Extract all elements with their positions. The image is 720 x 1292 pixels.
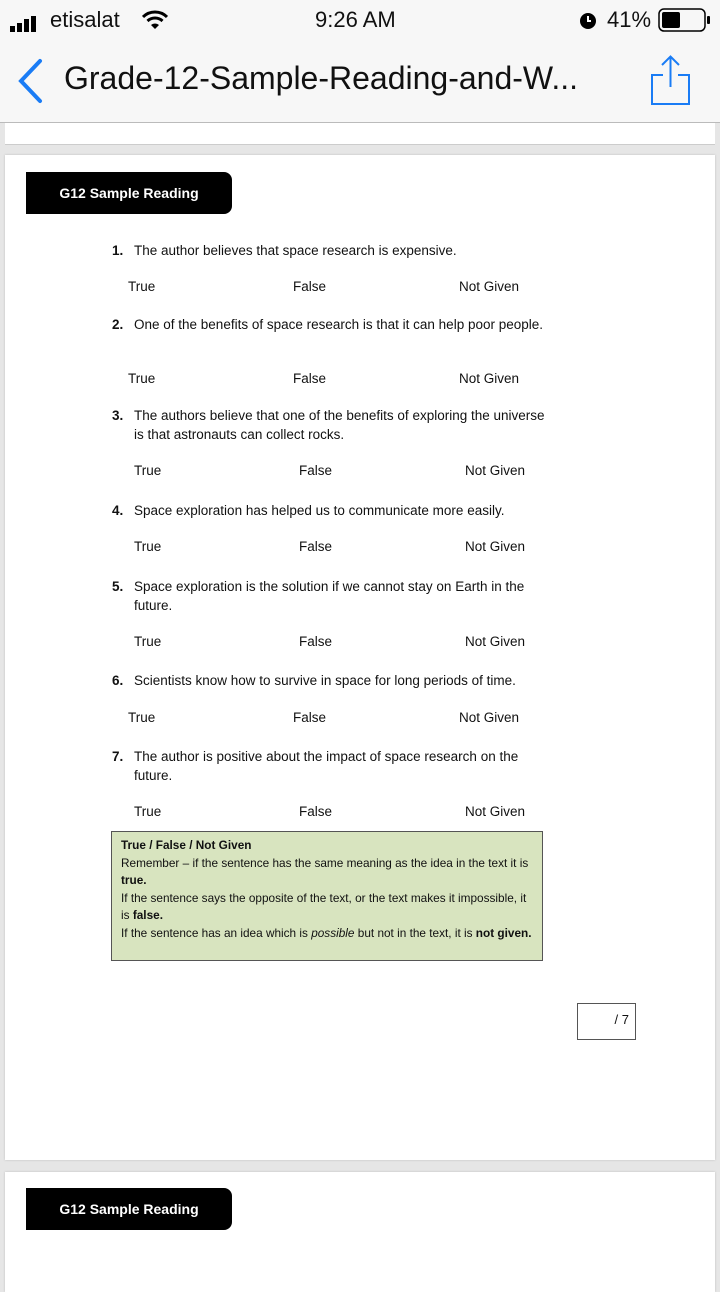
question-text: Space exploration is the solution if we cannot stay on Earth in the future. xyxy=(134,579,525,613)
question-item xyxy=(112,747,552,785)
back-chevron-icon[interactable] xyxy=(16,58,44,109)
status-bar xyxy=(0,0,720,40)
clock: 9:26 AM xyxy=(315,7,396,32)
tip-text: but not in the text, it is xyxy=(354,925,476,940)
option-not-given[interactable]: Not Given xyxy=(465,463,526,478)
question-number: 1. xyxy=(112,243,124,258)
share-icon[interactable] xyxy=(650,54,692,111)
previous-page-edge xyxy=(5,123,715,145)
pdf-page xyxy=(5,155,715,1160)
question-number: 2. xyxy=(112,317,124,332)
option-true[interactable]: True xyxy=(134,634,162,649)
option-true[interactable]: True xyxy=(128,371,156,386)
tip-bold: not given. xyxy=(475,925,532,940)
option-not-given[interactable]: Not Given xyxy=(459,279,520,294)
document-title: Grade-12-Sample-Reading-and-W... xyxy=(64,60,579,96)
question-number: 4. xyxy=(112,503,124,518)
option-false[interactable]: False xyxy=(299,804,333,819)
question-item xyxy=(112,577,552,615)
question-number: 5. xyxy=(112,579,124,594)
option-true[interactable]: True xyxy=(128,279,156,294)
section-badge: G12 Sample Reading xyxy=(26,1188,232,1230)
question-text: Scientists know how to survive in space for long periods of time. xyxy=(134,673,516,688)
option-true[interactable]: True xyxy=(134,463,162,478)
option-false[interactable]: False xyxy=(293,279,327,294)
question-number: 6. xyxy=(112,673,124,688)
tip-text: If the sentence says the opposite of the text, or the text makes it impossible, it is xyxy=(121,890,527,922)
option-true[interactable]: True xyxy=(134,539,162,554)
question-text: The authors believe that one of the benefits of exploring the universe is that astronauts can collect rocks. xyxy=(134,408,545,442)
tip-text: If the sentence has an idea which is xyxy=(121,925,312,940)
navigation-bar xyxy=(0,40,720,123)
battery-percent: 41% xyxy=(607,7,652,32)
tip-bold: true. xyxy=(121,873,147,887)
question-text: One of the benefits of space research is that it can help poor people. xyxy=(134,317,544,332)
option-true[interactable]: True xyxy=(128,710,156,725)
signal-icon xyxy=(10,12,46,38)
question-item xyxy=(112,671,552,690)
option-not-given[interactable]: Not Given xyxy=(465,804,526,819)
question-item xyxy=(112,501,552,520)
section-badge: G12 Sample Reading xyxy=(26,172,232,214)
option-true[interactable]: True xyxy=(134,804,162,819)
option-false[interactable]: False xyxy=(299,634,333,649)
question-number: 3. xyxy=(112,408,124,423)
option-not-given[interactable]: Not Given xyxy=(465,634,526,649)
tip-title: True / False / Not Given xyxy=(121,838,252,852)
score-box: / 7 xyxy=(577,1003,636,1040)
wifi-icon xyxy=(142,10,168,36)
carrier: etisalat xyxy=(50,7,120,32)
option-false[interactable]: False xyxy=(293,710,327,725)
question-item xyxy=(112,406,552,444)
option-not-given[interactable]: Not Given xyxy=(459,371,520,386)
option-not-given[interactable]: Not Given xyxy=(459,710,520,725)
pdf-page xyxy=(5,1172,715,1292)
option-false[interactable]: False xyxy=(293,371,327,386)
question-text: The author believes that space research is expensive. xyxy=(134,243,457,258)
question-item xyxy=(112,315,552,334)
option-false[interactable]: False xyxy=(299,463,333,478)
tip-box xyxy=(111,831,543,961)
option-not-given[interactable]: Not Given xyxy=(465,539,526,554)
question-item xyxy=(112,241,552,260)
question-number: 7. xyxy=(112,749,124,764)
tip-italic: possible xyxy=(311,925,355,940)
question-text: Space exploration has helped us to communicate more easily. xyxy=(134,503,505,518)
tip-text: Remember – if the sentence has the same meaning as the idea in the text it is xyxy=(121,855,529,870)
tip-bold: false. xyxy=(132,908,163,922)
alarm-icon xyxy=(578,10,598,36)
option-false[interactable]: False xyxy=(299,539,333,554)
battery-icon xyxy=(658,8,712,38)
question-text: The author is positive about the impact of space research on the future. xyxy=(134,749,519,783)
